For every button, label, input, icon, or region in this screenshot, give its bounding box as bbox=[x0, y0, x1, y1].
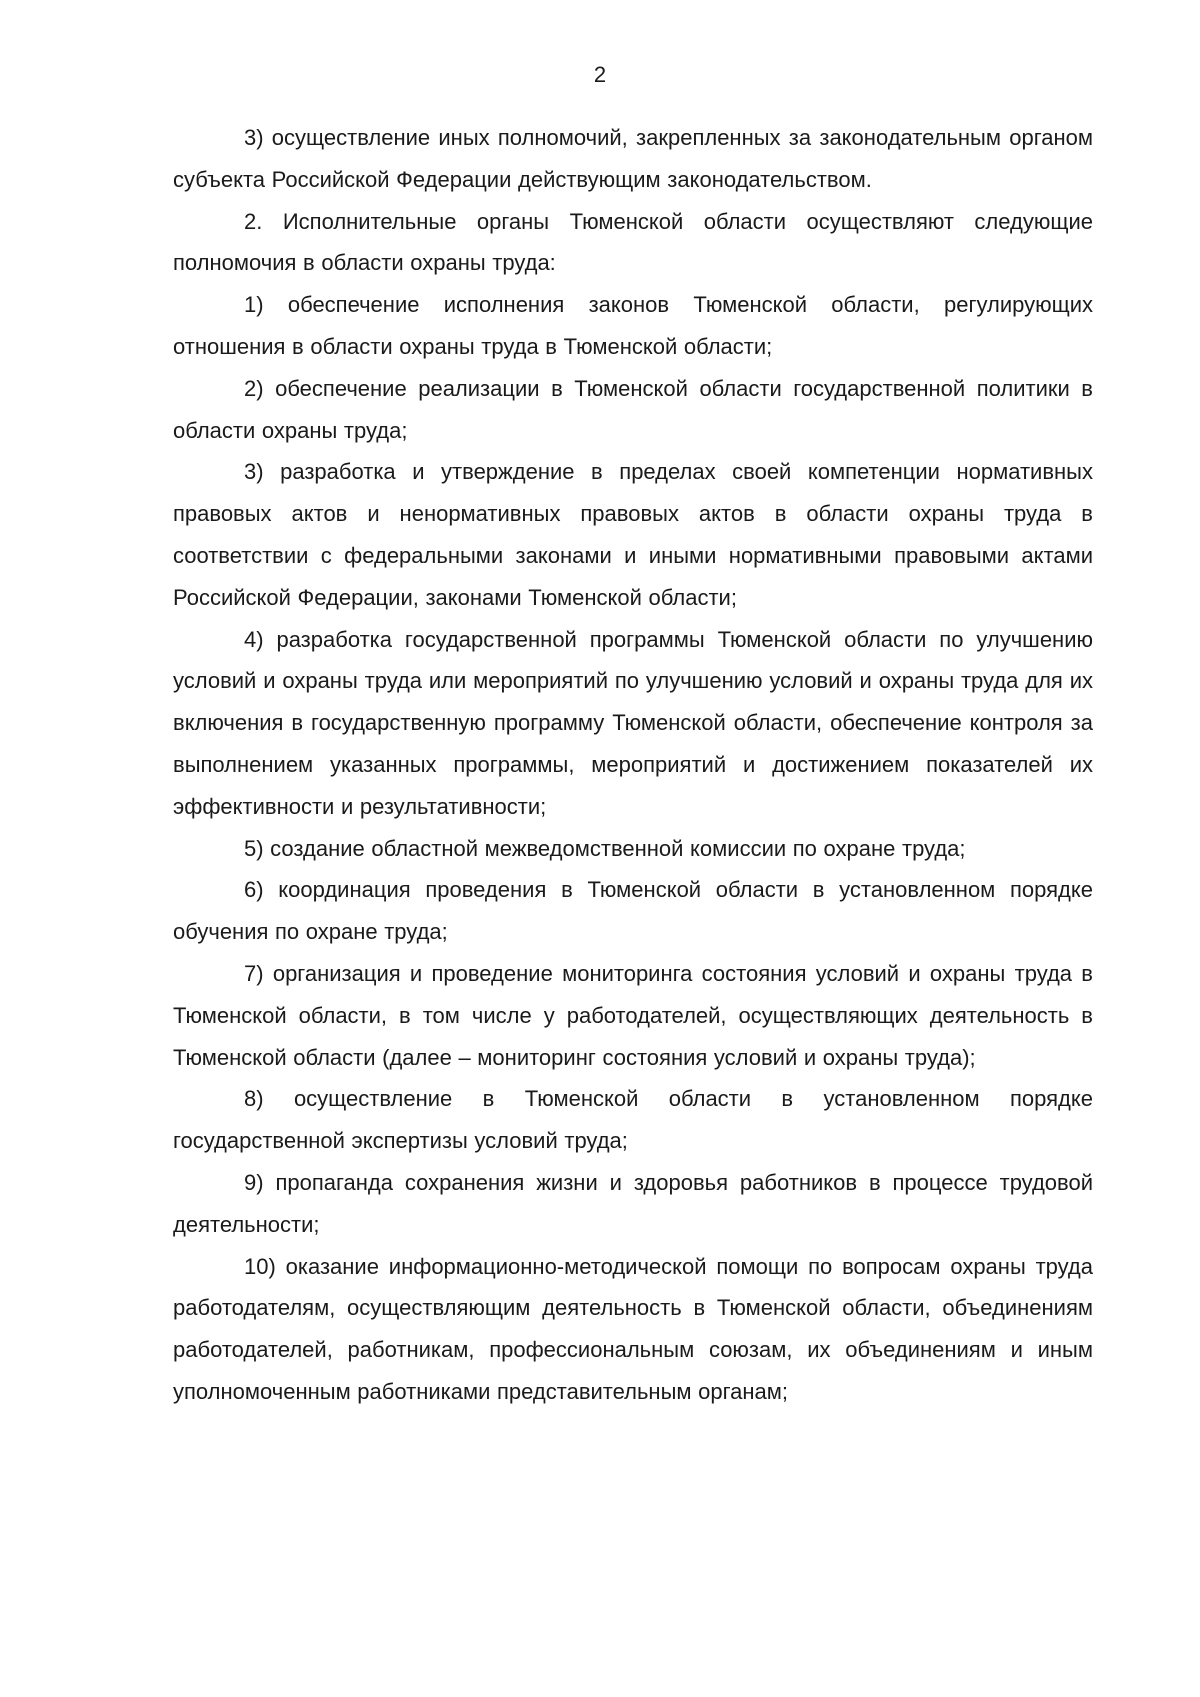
page-number: 2 bbox=[593, 62, 607, 87]
paragraph-item-1: 1) обеспечение исполнения законов Тюменской области, регулирующих отношения в области охраны труда в Тюменской области; bbox=[173, 292, 1093, 359]
paragraph-legislative-other-powers: 3) осуществление иных полномочий, закрепленных за законодательным органом субъекта Российской Федерации действующим законодательством. bbox=[173, 125, 1093, 192]
document-body bbox=[173, 117, 1093, 1413]
paragraph-item-3: 3) разработка и утверждение в пределах своей компетенции нормативных правовых актов и ненормативных правовых актов в области охраны труда в соответствии с федеральными законами и иными нормативными правовыми актами Российской Федерации, законами Тюменской области; bbox=[173, 459, 1093, 610]
paragraph-item-2: 2) обеспечение реализации в Тюменской области государственной политики в области охраны труда; bbox=[173, 375, 1093, 443]
paragraph-item-4: 4) разработка государственной программы Тюменской области по улучшению условий и охраны труда или мероприятий по улучшению условий и охраны труда для их включения в государственную программу Тюменской области, обеспечение контроля за выполнением указанных программы, мероприятий и достижением показателей их эффективности и результативности; bbox=[173, 626, 1093, 819]
paragraph-item-10: 10) оказание информационно-методической помощи по вопросам охраны труда работодателям, осуществляющим деятельность в Тюменской области, объединениям работодателей, работникам, профессиональным союзам, их объединениям и иным уполномоченным работниками представительным органам; bbox=[173, 1253, 1093, 1404]
paragraph-item-7: 7) организация и проведение мониторинга состояния условий и охраны труда в Тюменской области, в том числе у работодателей, осуществляющих деятельность в Тюменской области (далее – мониторинг состояния условий и охраны труда); bbox=[173, 960, 1093, 1070]
paragraph-executive-bodies-intro: 2. Исполнительные органы Тюменской области осуществляют следующие полномочия в области охраны труда: bbox=[173, 208, 1093, 276]
paragraph-item-8: 8) осуществление в Тюменской области в установленном порядке государственной экспертизы условий труда; bbox=[173, 1086, 1093, 1154]
paragraph-item-9: 9) пропаганда сохранения жизни и здоровья работников в процессе трудовой деятельности; bbox=[173, 1169, 1093, 1237]
paragraph-item-5: 5) создание областной межведомственной комиссии по охране труда; bbox=[244, 835, 966, 861]
paragraph-item-6: 6) координация проведения в Тюменской области в установленном порядке обучения по охране труда; bbox=[173, 877, 1093, 945]
